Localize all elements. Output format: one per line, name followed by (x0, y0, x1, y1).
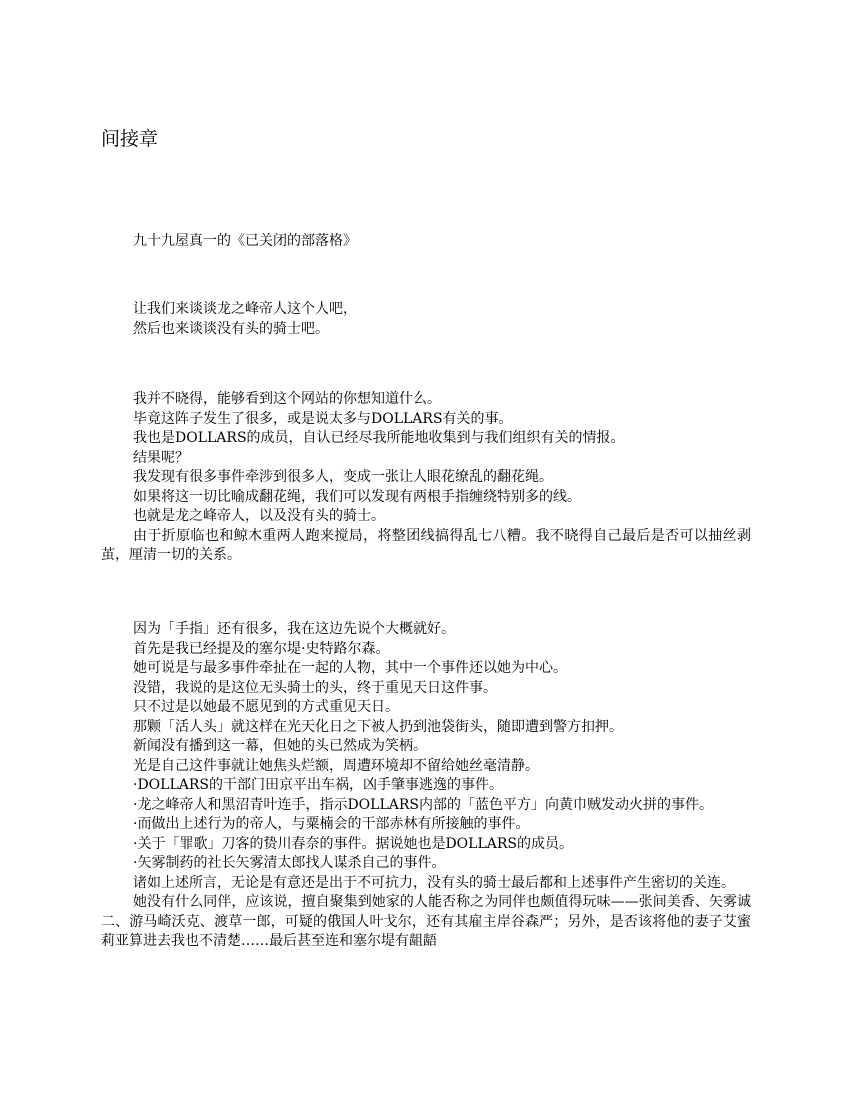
list-item: ·龙之峰帝人和黑沼青叶连手，指示DOLLARS内部的「蓝色平方」向黄巾贼发动火拼的事件。 (133, 796, 713, 813)
paragraph: 那颗「活人头」就这样在光天化日之下被人扔到池袋街头，随即遭到警方扣押。 (133, 718, 623, 735)
paragraph: 没错，我说的是这位无头骑士的头，终于重见天日这件事。 (133, 679, 497, 696)
list-item: ·关于「罪歌」刀客的贽川春奈的事件。据说她也是DOLLARS的成员。 (133, 835, 573, 852)
section-2 (101, 620, 751, 952)
paragraph: 结果呢？ (133, 449, 189, 466)
paragraph: 我也是DOLLARS的成员，自认已经尽我所能地收集到与我们组织有关的情报。 (133, 430, 625, 446)
subtitle-block (101, 232, 751, 252)
list-item: ·DOLLARS的干部门田京平出车祸，凶手肇事逃逸的事件。 (133, 777, 503, 793)
paragraph: 因为「手指」还有很多，我在这边先说个大概就好。 (133, 621, 455, 637)
paragraph: 毕竟这阵子发生了很多，或是说太多与DOLLARS有关的事。 (133, 410, 513, 427)
paragraph: 只不过是以她最不愿见到的方式重见天日。 (133, 699, 399, 715)
intro-block (101, 300, 751, 339)
paragraph: 也就是龙之峰帝人，以及没有头的骑士。 (133, 508, 385, 524)
paragraph: 由于折原临也和鲸木重两人跑来搅局，将整团线搞得乱七八糟。我不晓得自己最后是否可以抽丝剥茧，厘清一切的关系。 (101, 527, 751, 563)
list-item: ·而做出上述行为的帝人，与粟楠会的干部赤林有所接触的事件。 (133, 816, 530, 832)
paragraph: 首先是我已经提及的塞尔堤·史特路尔森。 (133, 640, 390, 657)
section-1 (101, 390, 751, 566)
paragraph: 新闻没有播到这一幕，但她的头已然成为笑柄。 (133, 738, 427, 754)
paragraph: 然后也来谈谈没有头的骑士吧。 (133, 320, 329, 337)
paragraph: 光是自己这件事就让她焦头烂额，周遭环境却不留给她丝毫清静。 (133, 757, 539, 774)
paragraph: 我发现有很多事件牵涉到很多人，变成一张让人眼花缭乱的翻花绳。 (133, 469, 553, 485)
subtitle: 九十九屋真一的《已关闭的部落格》 (133, 233, 357, 249)
paragraph: 如果将这一切比喻成翻花绳，我们可以发现有两根手指缠绕特别多的线。 (133, 488, 581, 505)
paragraph: 让我们来谈谈龙之峰帝人这个人吧， (133, 301, 357, 317)
paragraph: 我并不晓得，能够看到这个网站的你想知道什么。 (133, 391, 441, 407)
list-item: ·矢雾制药的社长矢雾清太郎找人谋杀自己的事件。 (133, 855, 446, 871)
paragraph: 诸如上述所言，无论是有意还是出于不可抗力，没有头的骑士最后都和上述事件产生密切的关连。 (133, 874, 735, 891)
paragraph: 她可说是与最多事件牵扯在一起的人物，其中一个事件还以她为中心。 (133, 660, 567, 676)
chapter-title: 间接章 (101, 128, 159, 150)
paragraph: 她没有什么同伴，应该说，擅自聚集到她家的人能否称之为同伴也颇值得玩味——张间美香、矢雾诚二、游马崎沃克、渡草一郎，可疑的俄国人叶戈尔，还有其雇主岸谷森严；另外，是否该将他的妻子艾蜜莉亚算进去我也不清楚……最后甚至连和塞尔堤有龃龉 (101, 894, 751, 949)
